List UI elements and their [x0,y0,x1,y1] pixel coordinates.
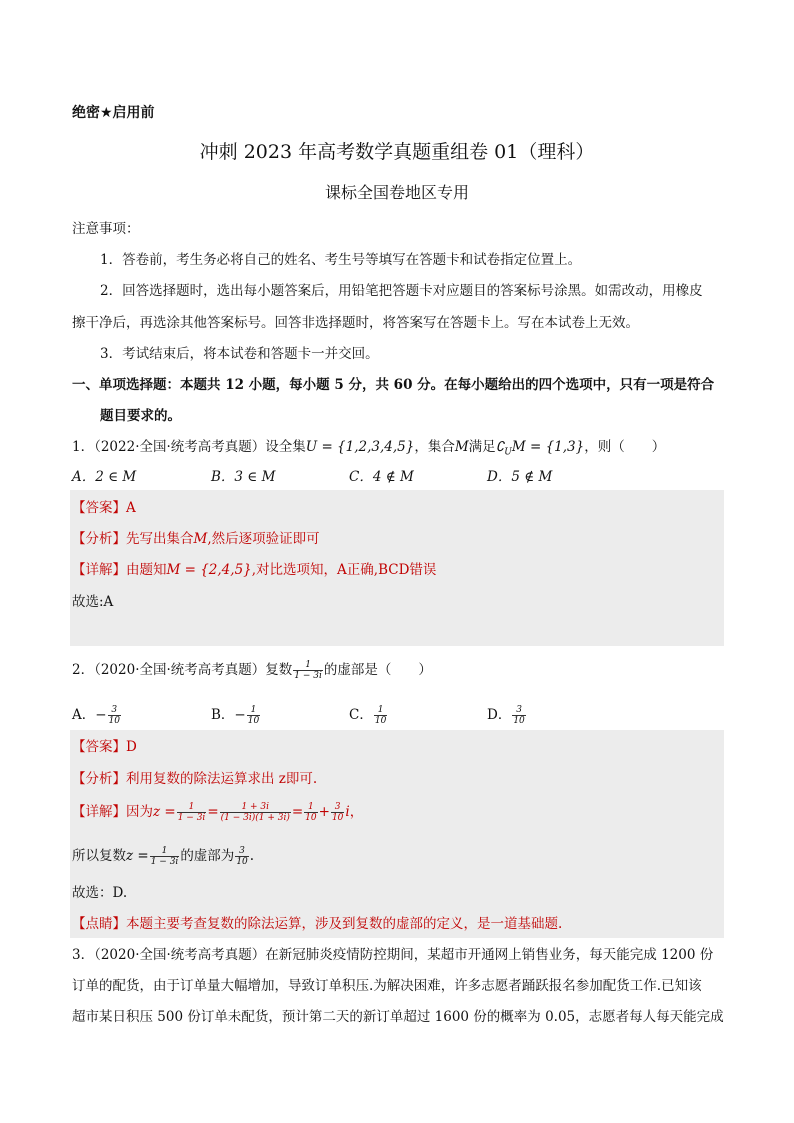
opt-label: C． [349,707,373,723]
q2-comment [72,915,562,933]
page-title: 冲刺 2023 年高考数学真题重组卷 01（理科） [199,141,595,163]
question-3-line-3: 超市某日积压 500 份订单未配货，预计第二天的新订单超过 1600 份的概率为 0.05，志愿者每人每天能完成 [72,1009,724,1025]
q1-option-a: A．2 ∈ M [72,469,137,485]
complement-rest: M = {1,3} [511,439,585,455]
equals: = [207,804,219,820]
detail-tag: 【详解】 [72,562,126,578]
answer-value: A [126,500,136,516]
frac-den: 10 [374,716,387,726]
comment-tag: 【点睛】 [72,916,126,932]
frac-den: 1 − 3i [177,813,206,823]
comma: ， [349,804,364,820]
comment-text: 本题主要考查复数的除法运算，涉及到复数的虚部的定义，是一道基础题. [126,916,563,932]
frac-den: 10 [305,813,317,823]
q1-set-u: U = {1,2,3,4,5} [305,439,415,455]
opt-label: A．− [72,707,107,723]
q2-answer [72,738,137,756]
analysis-m: M [193,531,208,547]
frac-num: 1 [247,705,260,716]
q2-analysis [72,770,317,788]
plus: + [318,804,330,820]
analysis-text: 利用复数的除法运算求出 z即可. [126,771,318,787]
frac-num: 1 [293,660,323,671]
q1-option-b: B．3 ∈ M [211,469,276,485]
section-heading: 一、单项选择题：本题共 12 小题，每小题 5 分，共 60 分。在每小题给出的四个选项中，只有一项是符合 [72,377,715,393]
frac-num: 3 [108,705,121,716]
frac-den: 1 − 3i [150,857,179,867]
analysis-text-2: ,然后逐项验证即可 [207,531,320,547]
detail-tag: 【详解】 [72,804,126,820]
conclusion-text: 所以复数 [72,848,126,864]
conclusion-z: z = [126,848,149,864]
frac-den: 10 [331,813,344,823]
q1-option-c: C．4 ∉ M [349,469,414,485]
complement-symbol: ∁ [495,439,505,455]
q2-answer-box [70,730,724,938]
q2-prefix: 2．（2020·全国·统考高考真题）复数 [72,662,293,678]
analysis-tag: 【分析】 [72,531,126,547]
q2-detail [72,802,363,823]
answer-tag: 【答案】 [72,739,126,755]
analysis-tag: 【分析】 [72,771,126,787]
detail-text: 由题知 [126,562,167,578]
question-1 [72,438,665,462]
frac-num: 3 [235,846,248,857]
page-subtitle: 课标全国卷地区专用 [324,183,469,202]
frac-num: 3 [331,802,344,813]
q1-m: M [454,439,469,455]
q2-suffix: 的虚部是（ ） [323,662,432,678]
frac-num: 3 [512,705,525,716]
frac-num: 1 [150,846,180,857]
frac-num: 1 [177,802,207,813]
notice-item-2a: 2．回答选择题时，选出每小题答案后，用铅笔把答题卡对应题目的答案标号涂黑。如需改动，用橡皮 [100,283,703,299]
q1-mid: ，集合 [414,439,455,455]
opt-label: D． [487,707,512,723]
detail-text-2: ,对比选项知，A正确,BCD错误 [251,562,437,578]
q2-conclusion [72,846,254,867]
conclusion-text-2: 的虚部为 [180,848,235,864]
notice-item-1: 1．答卷前，考生务必将自己的姓名、考生号等填写在答题卡和试卷指定位置上。 [100,252,582,268]
q2-option-c [349,705,388,726]
equals: = [291,804,304,820]
opt-label: B．− [211,707,246,723]
q2-option-d [487,705,527,726]
q1-answer [72,499,136,517]
frac-num: 1 [304,802,317,813]
frac-den: 1 − 3i [294,671,322,681]
q1-choose: 故选:A [72,594,114,610]
complement-subscript: U [504,447,512,458]
q1-option-d: D．5 ∉ M [487,469,553,485]
period: . [249,848,255,864]
detail-text: 因为 [126,804,153,820]
answer-value: D [126,739,137,755]
notice-heading: 注意事项： [72,221,140,237]
frac-den: 10 [247,716,260,726]
analysis-text: 先写出集合 [126,531,194,547]
frac-den: 10 [236,857,248,867]
detail-z: z = [153,804,176,820]
q1-detail [72,561,436,579]
question-3-line-2: 订单的配货，由于订单量大幅增加，导致订单积压.为解决困难，许多志愿者踊跃报名参加配货工作.已知该 [72,978,702,994]
q2-option-b [211,705,261,726]
notice-item-3: 3．考试结束后，将本试卷和答题卡一并交回。 [100,346,379,362]
frac-den: 10 [513,716,525,726]
question-2 [72,660,432,681]
frac-den: (1 − 3i)(1 + 3i) [220,813,290,823]
section-heading-cont: 题目要求的。 [100,408,181,424]
confidential-mark: 绝密★启用前 [72,105,155,121]
frac-num: 1 [374,705,387,716]
q2-fraction [293,660,323,681]
q2-choose: 故选：D. [72,885,128,901]
q1-prefix: 1．（2022·全国·统考高考真题）设全集 [72,439,306,455]
frac-den: 10 [108,716,121,726]
imaginary-unit: i [345,804,350,820]
q1-analysis [72,530,320,548]
question-3-line-1: 3．（2020·全国·统考高考真题）在新冠肺炎疫情防控期间，某超市开通网上销售业务，每天能完成 1200 份 [72,947,714,963]
q1-suffix: ，则（ ） [584,439,666,455]
frac-num: 1 + 3i [220,802,291,813]
q1-complement [495,439,585,458]
q2-option-a [72,705,122,726]
answer-tag: 【答案】 [72,500,126,516]
q1-mid2: 满足 [468,439,496,455]
detail-set: M = {2,4,5} [166,562,252,578]
notice-item-2b: 擦干净后，再选涂其他答案标号。回答非选择题时，将答案写在答题卡上。写在本试卷上无效。 [72,315,639,331]
